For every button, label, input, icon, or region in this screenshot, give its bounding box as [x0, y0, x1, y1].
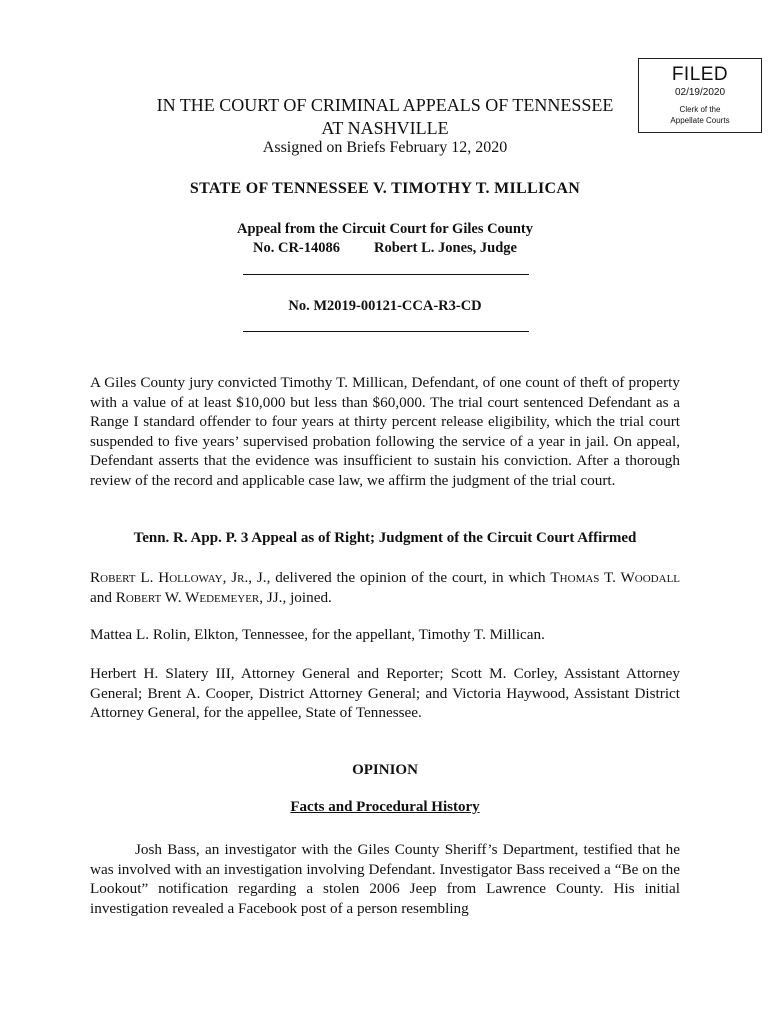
delivered-text: , delivered the opinion of the court, in which — [266, 569, 551, 586]
appeal-court: Appeal from the Circuit Court for Giles County — [236, 221, 534, 237]
counsel-appellant: Mattea L. Rolin, Elkton, Tennessee, for the appellant, Timothy T. Millican. — [90, 626, 545, 643]
divider-bottom — [243, 331, 529, 332]
author-judge: Robert L. Holloway, Jr., J. — [90, 569, 267, 586]
filed-date: 02/19/2020 — [674, 87, 726, 98]
court-name: IN THE COURT OF CRIMINAL APPEALS OF TENNESSEE — [156, 95, 614, 115]
case-number-line — [90, 239, 680, 258]
docket-number: No. M2019-00121-CCA-R3-CD — [288, 298, 482, 314]
court-heading — [90, 94, 680, 140]
joining-judge-1: Thomas T. Woodall — [550, 569, 681, 586]
assigned-date: Assigned on Briefs February 12, 2020 — [262, 139, 508, 156]
delivered-end: , joined. — [282, 588, 332, 606]
case-number: No. CR-14086 — [253, 240, 340, 256]
court-location: AT NASHVILLE — [321, 118, 449, 138]
trial-judge: Robert L. Jones, Judge — [374, 240, 517, 256]
appeal-info — [90, 220, 680, 258]
body-paragraph: Josh Bass, an investigator with the Giles County Sheriff’s Department, testified that he was involved with an investigation involving Defendant. Investigator Bass received a “Be on the Lookout” notification regarding a stolen 2006 Jeep from Lawrence County. His initial investigation revealed a Facebook post of a person resembling — [90, 841, 680, 917]
delivered-paragraph — [90, 568, 680, 607]
abstract-paragraph: A Giles County jury convicted Timothy T. Millican, Defendant, of one count of theft of property with a value of at least $10,000 but less than $60,000. The trial court sentenced Defendant as a Range I standard offender to four years at thirty percent release eligibility, which the trial court suspended to five years’ supervised probation following the service of a year in jail. On appeal, Defendant asserts that the evidence was insufficient to sustain his conviction. After a thorough review of the record and applicable case law, we affirm the judgment of the trial court. — [90, 374, 680, 489]
joining-judge-2: Robert W. Wedemeyer, JJ. — [115, 588, 283, 606]
filed-label: FILED — [671, 64, 729, 85]
divider-top — [243, 274, 529, 275]
case-title: STATE OF TENNESSEE V. TIMOTHY T. MILLICAN — [189, 180, 581, 197]
delivered-and: and — [90, 588, 116, 606]
counsel-appellee: Herbert H. Slatery III, Attorney General and Reporter; Scott M. Corley, Assistant Attorney General; Brent A. Cooper, District Attorney General; and Victoria Haywood, Assistant District Attorney General, for the appellee, State of Tennessee. — [90, 665, 680, 721]
section-heading: Facts and Procedural History — [290, 799, 480, 815]
opinion-heading: OPINION — [352, 762, 418, 778]
clerk-line-1: Clerk of the — [679, 105, 721, 114]
clerk-line-2: Appellate Courts — [670, 116, 730, 125]
disposition: Tenn. R. App. P. 3 Appeal as of Right; Judgment of the Circuit Court Affirmed — [133, 530, 637, 546]
